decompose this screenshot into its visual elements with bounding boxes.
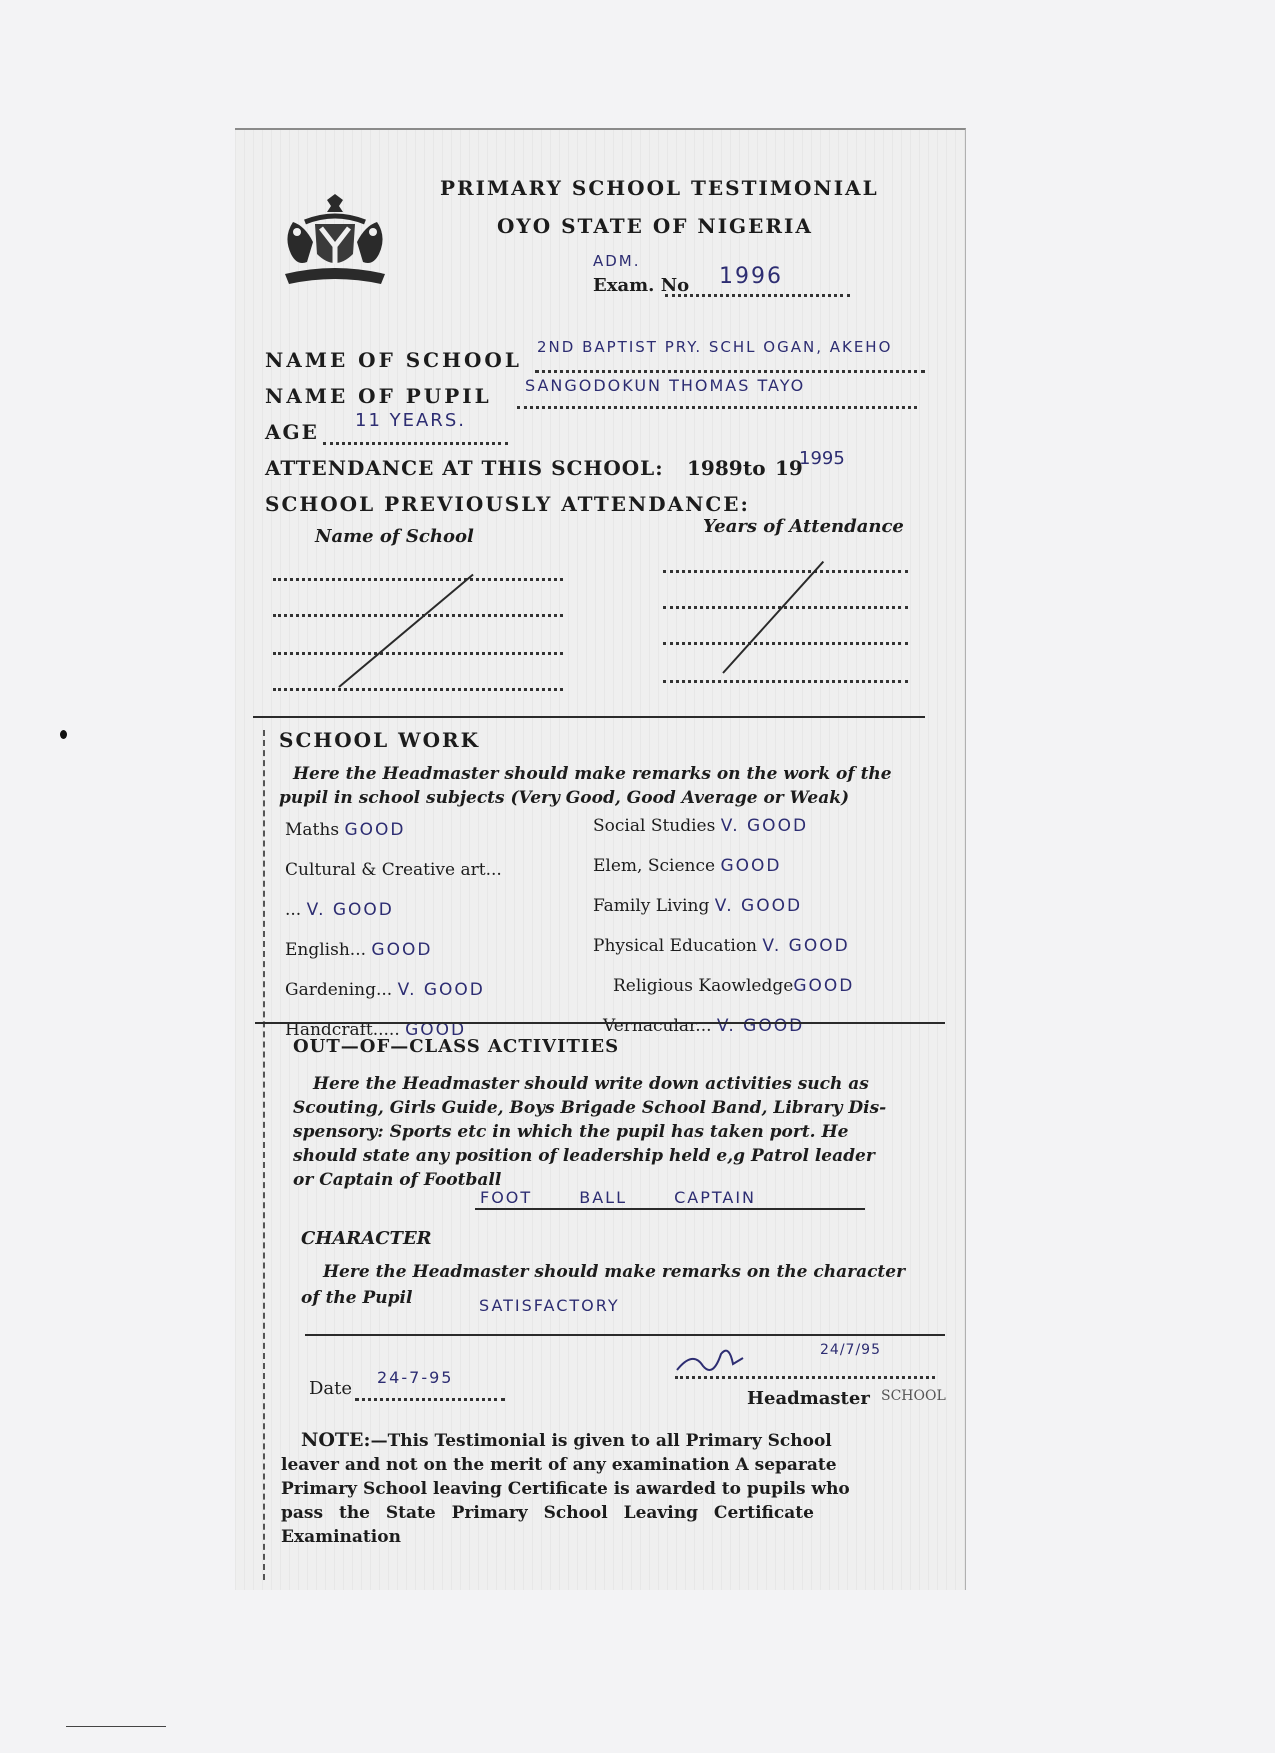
activities-value: FOOT BALL CAPTAIN (480, 1188, 757, 1207)
cancel-stroke-right (722, 561, 824, 674)
activities-instruction: Here the Headmaster should write down activities such as Scouting, Girls Guide, Boys Brigade School Band, Library Dis- spensory: Sports etc in which the pupil has taken port. He should state any position of leadership held e,g Patrol leader or Captain of Football (293, 1074, 887, 1190)
subject-row: Vernacular... V. GOOD (603, 1016, 805, 1036)
subject-row: Maths GOOD (285, 820, 406, 840)
school-name-label: NAME OF SCHOOL (265, 348, 522, 372)
date-label: Date (309, 1378, 353, 1399)
exam-number-value: 1996 (719, 264, 783, 289)
school-stamp: SCHOOL (881, 1388, 946, 1404)
activities-heading: OUT—OF—CLASS ACTIVITIES (293, 1036, 620, 1057)
attendance-label: ATTENDANCE AT THIS SCHOOL: (265, 456, 664, 480)
testimonial-document (235, 128, 966, 1590)
character-value: SATISFACTORY (479, 1296, 620, 1315)
attendance-to-word: to (743, 456, 766, 480)
character-heading: CHARACTER (301, 1228, 432, 1249)
attendance-to-prefix: 19 (775, 456, 803, 480)
subject-row: Religious KaowledgeGOOD (613, 976, 855, 996)
age-value: 11 YEARS. (355, 410, 466, 431)
exam-number-label: Exam. No (593, 275, 690, 296)
attendance-from: 1989 (687, 456, 743, 480)
headmaster-label: Headmaster (747, 1388, 870, 1409)
subject-row: Elem, Science GOOD (593, 856, 782, 876)
signature-date: 24/7/95 (820, 1342, 881, 1358)
adm-prefix: ADM. (593, 252, 641, 270)
headmaster-signature (673, 1340, 773, 1380)
column-name-of-school: Name of School (315, 526, 474, 547)
note-block: NOTE:—This Testimonial is given to all Primary School leaver and not on the merit of any examination A separate Primary School leaving Certificate is awarded to pupils who pass the State Primary School Leaving Certificate Examination (281, 1429, 850, 1547)
document-subtitle: OYO STATE OF NIGERIA (497, 214, 813, 238)
pupil-name-value: SANGODOKUN THOMAS TAYO (525, 376, 806, 395)
character-instruction: Here the Headmaster should make remarks on the character (323, 1262, 906, 1282)
character-instruction-2: of the Pupil (301, 1288, 413, 1308)
subject-row: Gardening... V. GOOD (285, 980, 485, 1000)
subject-row: Family Living V. GOOD (593, 896, 803, 916)
subject-row: English... GOOD (285, 940, 433, 960)
subject-row: Physical Education V. GOOD (593, 936, 850, 956)
coat-of-arms-icon (275, 192, 395, 292)
subject-row: Social Studies V. GOOD (593, 816, 809, 836)
school-work-heading: SCHOOL WORK (279, 728, 481, 752)
subject-row: ... V. GOOD (285, 900, 394, 920)
attendance-to-value: 1995 (799, 448, 845, 469)
subject-row: Cultural & Creative art... (285, 860, 502, 880)
column-years-of-attendance: Years of Attendance (703, 516, 904, 537)
document-title: PRIMARY SCHOOL TESTIMONIAL (440, 176, 879, 200)
date-value: 24-7-95 (377, 1368, 454, 1387)
age-label: AGE (265, 420, 319, 444)
school-name-value: 2ND BAPTIST PRY. SCHL OGAN, AKEHO (537, 338, 893, 356)
previous-school-label: SCHOOL PREVIOUSLY ATTENDANCE: (265, 492, 750, 516)
subjects-left-column (285, 820, 545, 1060)
subjects-right-column (593, 816, 923, 1056)
pupil-name-label: NAME OF PUPIL (265, 384, 492, 408)
school-work-instruction: Here the Headmaster should make remarks on the work of the pupil in school subjects (Very Good, Good Average or Weak) (279, 764, 892, 808)
ink-speck (60, 730, 67, 739)
subject-row: Handcraft..... GOOD (285, 1020, 467, 1040)
cancel-stroke-left (338, 574, 473, 688)
page-edge-line (66, 1726, 166, 1727)
